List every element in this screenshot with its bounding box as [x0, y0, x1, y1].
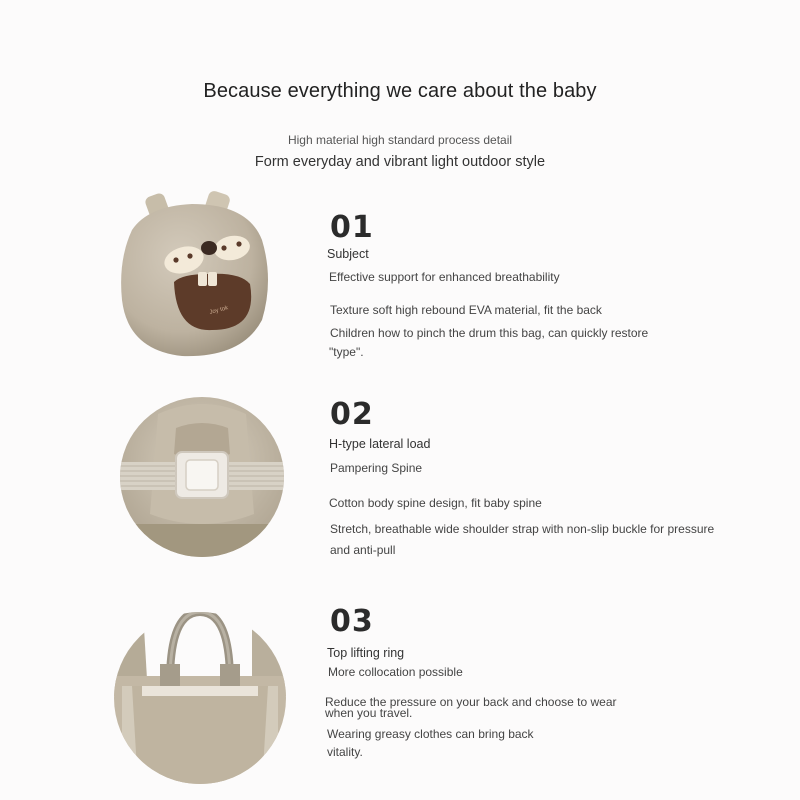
- section-line: Children how to pinch the drum this bag, can quickly restore: [330, 326, 649, 340]
- section-line: and anti-pull: [330, 543, 396, 557]
- bag-face-photo: [112, 190, 272, 360]
- page-subtitle-1: High material high standard process detail: [287, 133, 513, 147]
- page-title: Because everything we care about the baby: [203, 80, 597, 102]
- section-line: More collocation possible: [328, 665, 463, 679]
- top-handle-photo: [112, 606, 288, 786]
- section-number: 02: [330, 397, 374, 432]
- page-subtitle-2: Form everyday and vibrant light outdoor style: [254, 154, 546, 170]
- section-line: Stretch, breathable wide shoulder strap with non-slip buckle for pressure: [330, 522, 715, 536]
- section-heading: Top lifting ring: [327, 646, 405, 660]
- section-line: Cotton body spine design, fit baby spine: [329, 496, 542, 510]
- brand-label: Joy tok: [208, 305, 229, 316]
- section-line: Reduce the pressure on your back and choose to wear: [325, 695, 617, 709]
- section-number: 01: [330, 210, 374, 245]
- section-line: vitality.: [327, 745, 363, 759]
- strap-buckle-photo: [118, 394, 286, 560]
- section-heading: H-type lateral load: [329, 437, 431, 451]
- section-line: "type".: [329, 345, 364, 359]
- section-heading: Subject: [327, 247, 369, 261]
- section-number: 03: [330, 604, 374, 639]
- section-line: Pampering Spine: [330, 461, 423, 475]
- section-line: Wearing greasy clothes can bring back: [327, 727, 534, 741]
- section-line: Texture soft high rebound EVA material, fit the back: [330, 303, 602, 317]
- section-line: Effective support for enhanced breathability: [329, 270, 560, 284]
- section-line: when you travel.: [325, 706, 413, 720]
